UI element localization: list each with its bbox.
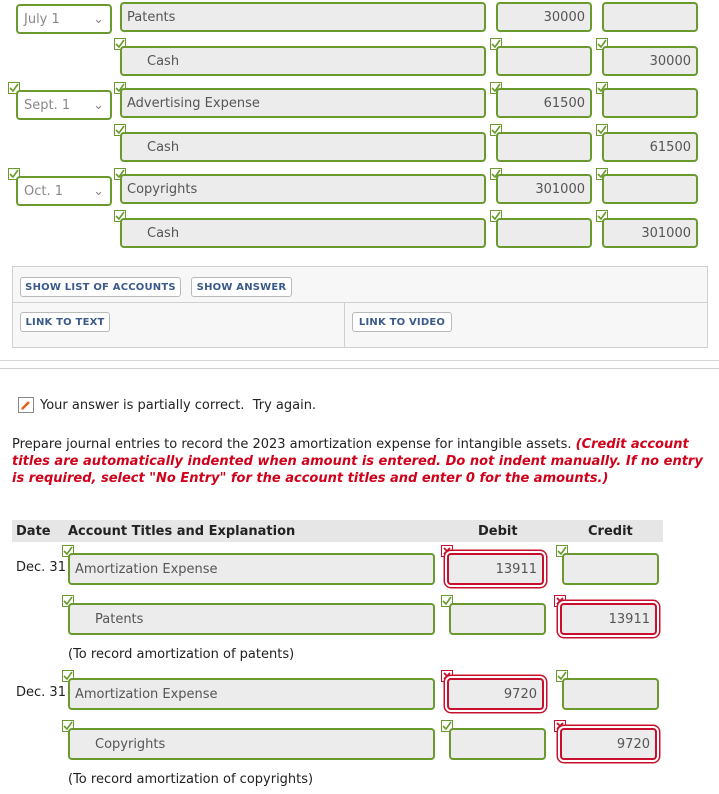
credit-field-3b[interactable]: 301000 xyxy=(602,218,698,248)
debit-field-3[interactable]: 301000 xyxy=(496,174,592,204)
show-answer-button[interactable]: SHOW ANSWER xyxy=(191,277,292,297)
memo-patents: (To record amortization of patents) xyxy=(68,647,295,662)
account-field-cash-1[interactable]: Cash xyxy=(120,46,486,76)
chevron-down-icon: ⌄ xyxy=(93,97,104,113)
account-field-cash-3[interactable]: Cash xyxy=(120,218,486,248)
pencil-icon xyxy=(18,397,34,413)
debit-field-2b[interactable] xyxy=(496,132,592,162)
credit-field-3[interactable] xyxy=(602,174,698,204)
header-date: Date xyxy=(16,524,51,539)
account-field-cash-2[interactable]: Cash xyxy=(120,132,486,162)
date-select-1[interactable] xyxy=(16,4,112,34)
account-field-amortization-1[interactable]: Amortization Expense xyxy=(68,553,435,585)
debit-field-1b[interactable] xyxy=(496,46,592,76)
credit-field-2b[interactable]: 61500 xyxy=(602,132,698,162)
header-credit: Credit xyxy=(588,524,633,539)
credit-field-1[interactable] xyxy=(602,2,698,32)
header-debit: Debit xyxy=(478,524,518,539)
account-field-patents[interactable]: Patents xyxy=(120,2,486,32)
debit-field-1[interactable]: 30000 xyxy=(496,2,592,32)
account-field-advertising[interactable]: Advertising Expense xyxy=(120,88,486,118)
instructions xyxy=(12,436,712,487)
credit-field-2[interactable] xyxy=(602,88,698,118)
account-field-amortization-2[interactable]: Amortization Expense xyxy=(68,678,435,710)
credit-field-patents-credit[interactable]: 13911 xyxy=(560,603,657,635)
chevron-down-icon: ⌄ xyxy=(93,11,104,27)
show-list-of-accounts-button[interactable]: SHOW LIST OF ACCOUNTS xyxy=(20,277,181,297)
date-select-3-value: Oct. 1 xyxy=(24,183,64,199)
section-separator xyxy=(0,368,719,369)
debit-field-3b[interactable] xyxy=(496,218,592,248)
date-select-2[interactable] xyxy=(16,90,112,120)
account-field-copyrights-credit[interactable]: Copyrights xyxy=(68,728,435,760)
date-select-1-value: July 1 xyxy=(24,11,60,27)
link-to-video-button[interactable]: LINK TO VIDEO xyxy=(352,312,452,332)
credit-field-amortization-2[interactable] xyxy=(562,678,659,710)
debit-field-2[interactable]: 61500 xyxy=(496,88,592,118)
instructions-note: (Credit account titles are automatically indented when amount is entered. Do not indent manually. If no entry is required, select "No Entry" for the account titles and enter 0 for the amounts.) xyxy=(12,437,703,486)
debit-field-copyrights-credit[interactable] xyxy=(449,728,546,760)
credit-field-1b[interactable]: 30000 xyxy=(602,46,698,76)
debit-field-patents-credit[interactable] xyxy=(449,603,546,635)
header-account: Account Titles and Explanation xyxy=(68,524,296,539)
account-field-patents-credit[interactable]: Patents xyxy=(68,603,435,635)
account-field-copyrights[interactable]: Copyrights xyxy=(120,174,486,204)
panel-divider-h xyxy=(12,302,708,303)
entry-b-date: Dec. 31 xyxy=(16,685,66,700)
date-select-3[interactable] xyxy=(16,176,112,206)
credit-field-amortization-1[interactable] xyxy=(562,553,659,585)
debit-field-amortization-2[interactable]: 9720 xyxy=(447,678,544,710)
chevron-down-icon: ⌄ xyxy=(93,183,104,199)
memo-copyrights: (To record amortization of copyrights) xyxy=(68,772,314,787)
panel-divider-v xyxy=(344,302,345,348)
status-message: Your answer is partially correct. Try again. xyxy=(40,398,317,413)
date-select-2-value: Sept. 1 xyxy=(24,97,71,113)
debit-field-amortization-1[interactable]: 13911 xyxy=(447,553,544,585)
credit-field-copyrights-credit[interactable]: 9720 xyxy=(560,728,657,760)
link-to-text-button[interactable]: LINK TO TEXT xyxy=(20,312,110,332)
entry-a-date: Dec. 31 xyxy=(16,560,66,575)
instructions-text: Prepare journal entries to record the 2023 amortization expense for intangible assets. xyxy=(12,437,572,452)
